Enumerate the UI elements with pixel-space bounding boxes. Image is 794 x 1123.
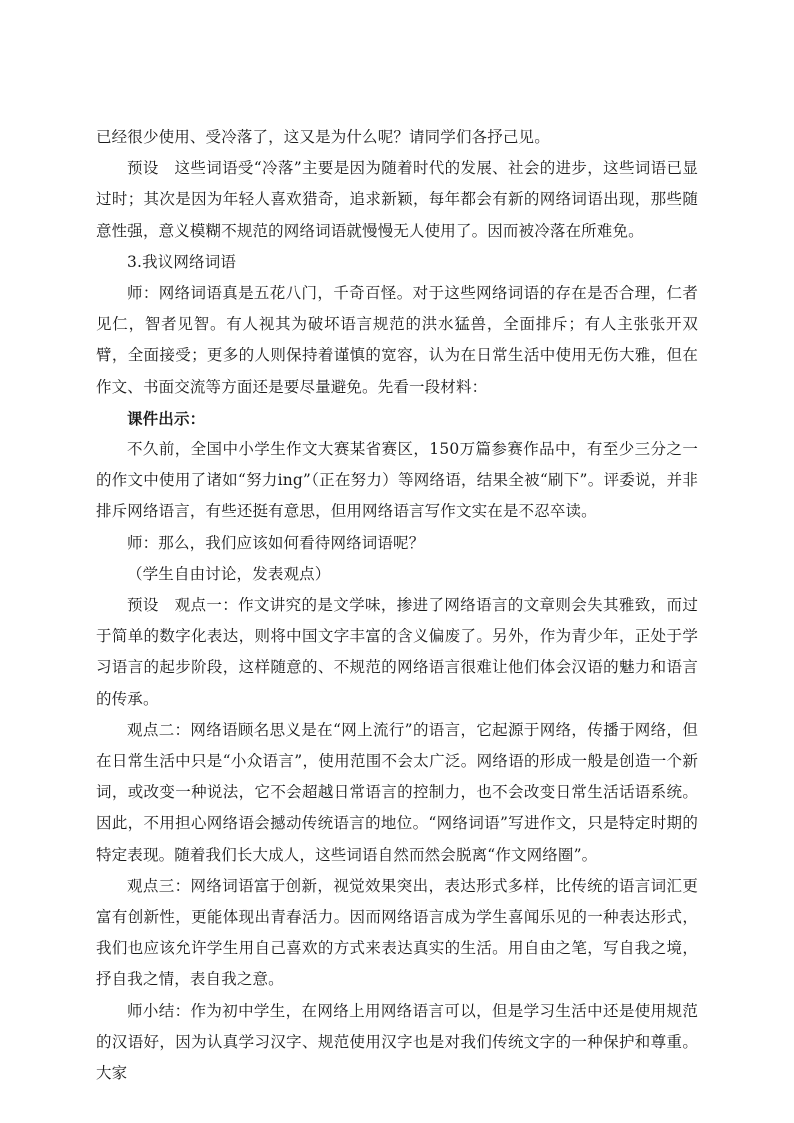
- paragraph-continuation: 已经很少使用、受冷落了，这又是为什么呢？请同学们各抒己见。: [96, 128, 550, 146]
- paragraph-viewpoint-1: 预设 观点一：作文讲究的是文学味，掺进了网络语言的文章则会失其雅致，而过于简单的数字化表达，则将中国文字丰富的含义偏废了。另外，作为青少年，正处于学习语言的起步阶段，这样随意的、不规范的网络语言很难让他们体会汉语的魅力和语言的传承。: [96, 596, 698, 708]
- courseware-label: 课件出示：: [127, 408, 206, 428]
- paragraph-teacher-intro: 师：网络词语真是五花八门，千奇百怪。对于这些网络词语的存在是否合理，仁者见仁，智者见智。有人视其为破坏语言规范的洪水猛兽，全面排斥；有人主张张开双臂，全面接受；更多的人则保持着谨慎的宽容，认为在日常生活中使用无伤大雅，但在作文、书面交流等方面还是要尽量避免。先看一段材料：: [96, 284, 698, 396]
- paragraph-viewpoint-3: 观点三：网络词语富于创新，视觉效果突出，表达形式多样，比传统的语言词汇更富有创新性，更能体现出青春活力。因而网络语言成为学生喜闻乐见的一种表达形式，我们也应该允许学生用自己喜欢的方式来表达真实的生活。用自由之笔，写自我之境，抒自我之情，表自我之意。: [96, 876, 698, 989]
- paragraph-student-discussion: （学生自由讨论，发表观点）: [127, 564, 331, 583]
- section-heading: 3.我议网络词语: [127, 252, 236, 271]
- paragraph-teacher-question: 师：那么，我们应该如何看待网络词语呢？: [127, 533, 425, 552]
- paragraph-material: 不久前，全国中小学生作文大赛某省赛区，150万篇参赛作品中，有至少三分之一的作文中使用了诸如“努力ing”（正在努力）等网络语，结果全被“刷下”。评委说，并非排斥网络语言，有些还挺有意思，但用网络语言写作文实在是不忍卒读。: [96, 440, 698, 521]
- document-page: [96, 122, 698, 1089]
- paragraph-viewpoint-2: 观点二：网络语顾名思义是在“网上流行”的语言，它起源于网络，传播于网络，但在日常生活中只是“小众语言”，使用范围不会太广泛。网络语的形成一般是创造一个新词，或改变一种说法，它不会超越日常语言的控制力，也不会改变日常生活话语系统。因此，不用担心网络语会撼动传统语言的地位。“网络词语”写进作文，只是特定时期的特定表现。随着我们长大成人，这些词语自然而然会脱离“作文网络圈”。: [96, 720, 698, 864]
- paragraph-preset-1: 预设 这些词语受“冷落”主要是因为随着时代的发展、社会的进步，这些词语已显过时；其次是因为年轻人喜欢猎奇，追求新颖，每年都会有新的网络词语出现，那些随意性强，意义模糊不规范的网络词语就慢慢无人使用了。因而被冷落在所难免。: [96, 159, 698, 240]
- paragraph-teacher-summary: 师小结：作为初中学生，在网络上用网络语言可以，但是学习生活中还是使用规范的汉语好，因为认真学习汉字、规范使用汉字也是对我们传统文字的一种保护和尊重。大家: [96, 1001, 698, 1083]
